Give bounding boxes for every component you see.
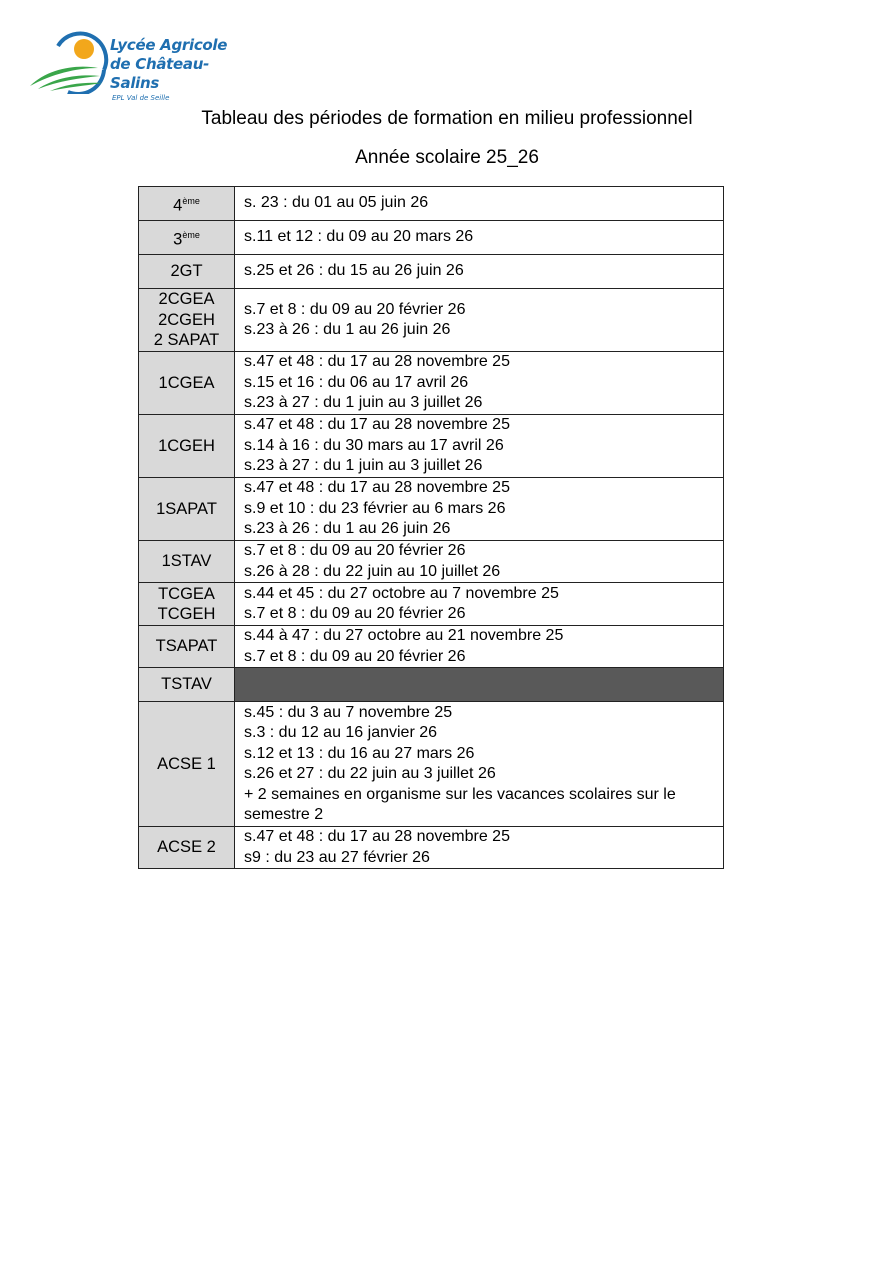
period-line: s.26 et 27 : du 22 juin au 3 juillet 26 xyxy=(244,765,496,782)
periods-cell xyxy=(235,626,724,668)
periods-cell xyxy=(235,289,724,352)
periods-cell xyxy=(235,255,724,289)
period-line: s.7 et 8 : du 09 au 20 février 26 xyxy=(244,605,466,622)
class-label: TCGEA xyxy=(158,584,215,603)
period-line: s.25 et 26 : du 15 au 26 juin 26 xyxy=(244,262,464,280)
period-line: s.12 et 13 : du 16 au 27 mars 26 xyxy=(244,744,475,762)
periods-cell xyxy=(235,702,724,827)
class-label: 1CGEH xyxy=(158,436,215,455)
period-line: s9 : du 23 au 27 février 26 xyxy=(244,848,430,866)
table-row xyxy=(139,187,724,221)
class-label: TSTAV xyxy=(161,675,212,694)
period-line: s.47 et 48 : du 17 au 28 novembre 25 xyxy=(244,353,510,371)
table-row xyxy=(139,221,724,255)
table-row xyxy=(139,478,724,541)
class-cell xyxy=(139,827,235,869)
period-line: s.7 et 8 : du 09 au 20 février 26 xyxy=(244,647,466,665)
period-line: s.7 et 8 : du 09 au 20 février 26 xyxy=(244,542,466,559)
class-label: 2CGEA xyxy=(158,290,215,309)
class-label: ACSE 2 xyxy=(157,838,216,857)
logo-name-line1: Lycée Agricole xyxy=(110,36,228,54)
period-line: s.44 à 47 : du 27 octobre au 21 novembre 25 xyxy=(244,627,564,644)
period-line: s.9 et 10 : du 23 février au 6 mars 26 xyxy=(244,499,506,517)
period-line: s.23 à 27 : du 1 juin au 3 juillet 26 xyxy=(244,394,483,412)
page-subtitle: Année scolaire 25_26 xyxy=(355,147,539,168)
class-label: 2CGEH xyxy=(158,310,215,329)
period-line: s. 23 : du 01 au 05 juin 26 xyxy=(244,194,429,212)
periods-cell xyxy=(235,352,724,415)
class-label: ACSE 1 xyxy=(157,754,216,773)
class-cell xyxy=(139,187,235,221)
class-cell xyxy=(139,702,235,827)
school-logo xyxy=(28,28,243,102)
table-row xyxy=(139,289,724,352)
class-label: 1CGEA xyxy=(158,373,215,392)
periods-cell xyxy=(235,541,724,583)
class-cell xyxy=(139,541,235,583)
class-label: TSAPAT xyxy=(155,637,218,656)
table-row xyxy=(139,827,724,869)
table-row xyxy=(139,255,724,289)
class-cell xyxy=(139,415,235,478)
page-title: Tableau des périodes de formation en milieu professionnel xyxy=(201,108,693,129)
periods-cell xyxy=(235,187,724,221)
class-cell xyxy=(139,626,235,668)
class-label-sup: ème xyxy=(182,196,200,206)
table-row xyxy=(139,583,724,626)
class-label: 2 SAPAT xyxy=(153,331,220,350)
period-line: + 2 semaines en organisme sur les vacances scolaires sur le semestre 2 xyxy=(244,785,676,823)
periods-cell xyxy=(235,478,724,541)
class-label xyxy=(139,225,234,250)
class-cell xyxy=(139,255,235,289)
period-line: s.23 à 27 : du 1 juin au 3 juillet 26 xyxy=(244,457,483,475)
period-line: s.3 : du 12 au 16 janvier 26 xyxy=(244,724,438,741)
period-line: s.26 à 28 : du 22 juin au 10 juillet 26 xyxy=(244,562,501,580)
period-line: s.23 à 26 : du 1 au 26 juin 26 xyxy=(244,520,451,538)
table-row xyxy=(139,702,724,827)
class-cell xyxy=(139,221,235,255)
table-row xyxy=(139,541,724,583)
period-line: s.45 : du 3 au 7 novembre 25 xyxy=(244,703,453,721)
table-row xyxy=(139,668,724,702)
class-label: 2GT xyxy=(170,262,203,281)
logo-name-line2: de Château-Salins xyxy=(110,55,210,92)
class-cell xyxy=(139,478,235,541)
class-cell xyxy=(139,289,235,352)
period-line: s.7 et 8 : du 09 au 20 février 26 xyxy=(244,300,466,318)
period-line: s.14 à 16 : du 30 mars au 17 avril 26 xyxy=(244,436,504,454)
table-row xyxy=(139,626,724,668)
class-label: 1SAPAT xyxy=(156,499,217,518)
class-label: 1STAV xyxy=(161,552,212,571)
periods-cell xyxy=(235,583,724,626)
class-label: TCGEH xyxy=(157,605,216,623)
periods-cell xyxy=(235,415,724,478)
period-line: s.23 à 26 : du 1 au 26 juin 26 xyxy=(244,321,451,338)
training-periods-table xyxy=(138,186,724,869)
table-row xyxy=(139,415,724,478)
class-cell xyxy=(139,352,235,415)
class-cell xyxy=(139,668,235,702)
period-line: s.44 et 45 : du 27 octobre au 7 novembre 25 xyxy=(244,584,559,602)
periods-cell-empty xyxy=(235,668,724,702)
period-line: s.47 et 48 : du 17 au 28 novembre 25 xyxy=(244,479,510,497)
logo-tagline: EPL Val de Seille xyxy=(112,94,170,102)
class-label-sup: ème xyxy=(182,230,200,240)
period-line: s.47 et 48 : du 17 au 28 novembre 25 xyxy=(244,416,510,434)
class-label xyxy=(139,191,234,216)
periods-cell xyxy=(235,827,724,869)
class-label-base: 4 xyxy=(173,196,183,215)
table-row xyxy=(139,352,724,415)
periods-cell xyxy=(235,221,724,255)
period-line: s.11 et 12 : du 09 au 20 mars 26 xyxy=(244,228,474,246)
class-cell xyxy=(139,583,235,626)
logo-text xyxy=(110,36,243,104)
class-label-base: 3 xyxy=(173,230,183,249)
period-line: s.47 et 48 : du 17 au 28 novembre 25 xyxy=(244,828,510,845)
period-line: s.15 et 16 : du 06 au 17 avril 26 xyxy=(244,373,469,391)
logo-emblem-icon xyxy=(28,28,110,94)
